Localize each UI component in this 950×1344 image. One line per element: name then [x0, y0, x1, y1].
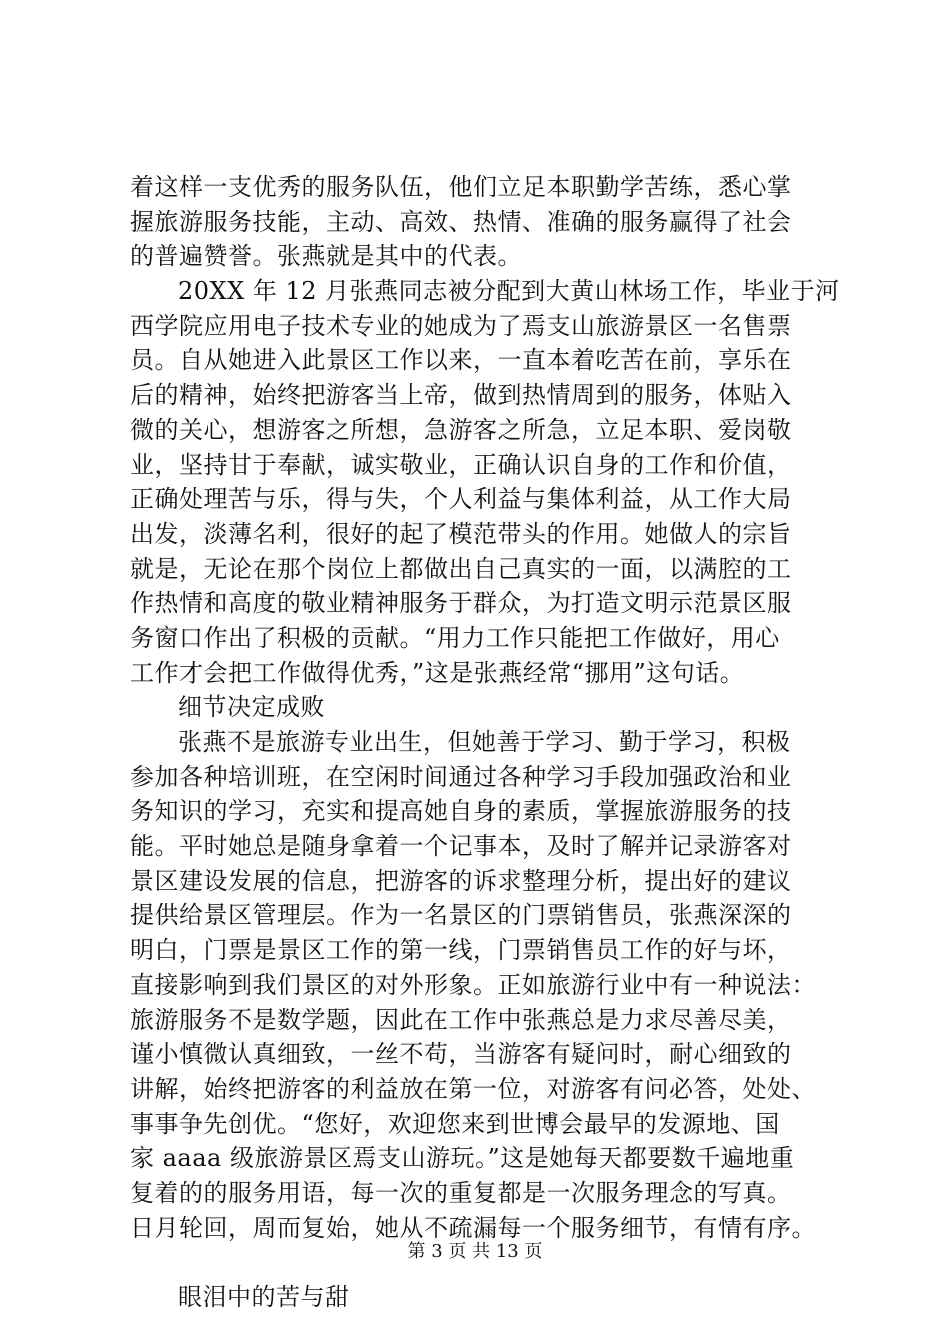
page-footer — [0, 1240, 950, 1264]
paragraph-line: 提供给景区管理层。作为一名景区的门票销售员，张燕深深的 — [130, 901, 792, 930]
paragraph-line: 作热情和高度的敬业精神服务于群众，为打造文明示范景区服 — [130, 589, 792, 618]
paragraph-line: 着这样一支优秀的服务队伍，他们立足本职勤学苦练，悉心掌 — [130, 173, 792, 201]
paragraph-line: 微的关心，想游客之所想，急游客之所急，立足本职、爱岗敬 — [130, 415, 792, 444]
paragraph-line: 家 aaaa 级旅游景区焉支山游玩。”这是她每天都要数千遍地重 — [130, 1144, 795, 1173]
paragraph-line: 旅游服务不是数学题，因此在工作中张燕总是力求尽善尽美， — [130, 1005, 792, 1034]
section-heading: 细节决定成败 — [178, 693, 325, 722]
paragraph-line: 务窗口作出了积极的贡献。“用力工作只能把工作做好，用心 — [130, 623, 780, 652]
page-number: 第 3 页 共 13 页 — [407, 1241, 543, 1262]
paragraph-line: 讲解，始终把游客的利益放在第一位，对游客有问必答，处处、 — [130, 1074, 816, 1103]
paragraph-line: 参加各种培训班，在空闲时间通过各种学习手段加强政治和业 — [130, 762, 792, 791]
paragraph-line: 后的精神，始终把游客当上帝，做到热情周到的服务，体贴入 — [130, 381, 792, 410]
paragraph-line: 的普遍赞誉。张燕就是其中的代表。 — [130, 242, 522, 271]
paragraph-line: 握旅游服务技能，主动、高效、热情、准确的服务赢得了社会 — [130, 207, 792, 236]
document-body — [130, 170, 840, 1315]
paragraph-line: 明白，门票是景区工作的第一线，门票销售员工作的好与坏， — [130, 936, 792, 965]
paragraph-line: 就是，无论在那个岗位上都做出自己真实的一面，以满腔的工 — [130, 554, 792, 583]
paragraph-line: 正确处理苦与乐，得与失，个人利益与集体利益，从工作大局 — [130, 485, 792, 514]
paragraph-line: 西学院应用电子技术专业的她成为了焉支山旅游景区一名售票 — [130, 311, 792, 340]
paragraph-line: 务知识的学习，充实和提高她自身的素质，掌握旅游服务的技 — [130, 797, 792, 826]
section-heading: 眼泪中的苦与甜 — [178, 1283, 350, 1311]
paragraph-line: 谨小慎微认真细致，一丝不苟，当游客有疑问时，耐心细致的 — [130, 1040, 792, 1069]
paragraph-line: 工作才会把工作做得优秀，”这是张燕经常“挪用”这句话。 — [130, 658, 745, 687]
paragraph-line: 复着的的服务用语，每一次的重复都是一次服务理念的写真。 — [130, 1178, 792, 1207]
paragraph-line: 景区建设发展的信息，把游客的诉求整理分析，提出好的建议 — [130, 866, 792, 895]
paragraph-line: 直接影响到我们景区的对外形象。正如旅游行业中有一种说法： — [130, 970, 816, 999]
paragraph-line: 张燕不是旅游专业出生，但她善于学习、勤于学习，积极 — [178, 728, 791, 756]
paragraph-line: 能。平时她总是随身拿着一个记事本，及时了解并记录游客对 — [130, 832, 792, 861]
paragraph-line: 事事争先创优。“您好，欢迎您来到世博会最早的发源地、国 — [130, 1109, 780, 1138]
paragraph-line: 业，坚持甘于奉献，诚实敬业，正确认识自身的工作和价值， — [130, 450, 792, 479]
paragraph-line: 日月轮回，周而复始，她从不疏漏每一个服务细节，有情有序。 — [130, 1213, 816, 1242]
paragraph-line: 员。自从她进入此景区工作以来，一直本着吃苦在前，享乐在 — [130, 346, 792, 375]
paragraph-line: 出发，淡薄名利，很好的起了模范带头的作用。她做人的宗旨 — [130, 519, 792, 548]
paragraph-line: 20XX 年 12 月张燕同志被分配到大黄山林场工作，毕业于河 — [178, 277, 840, 306]
